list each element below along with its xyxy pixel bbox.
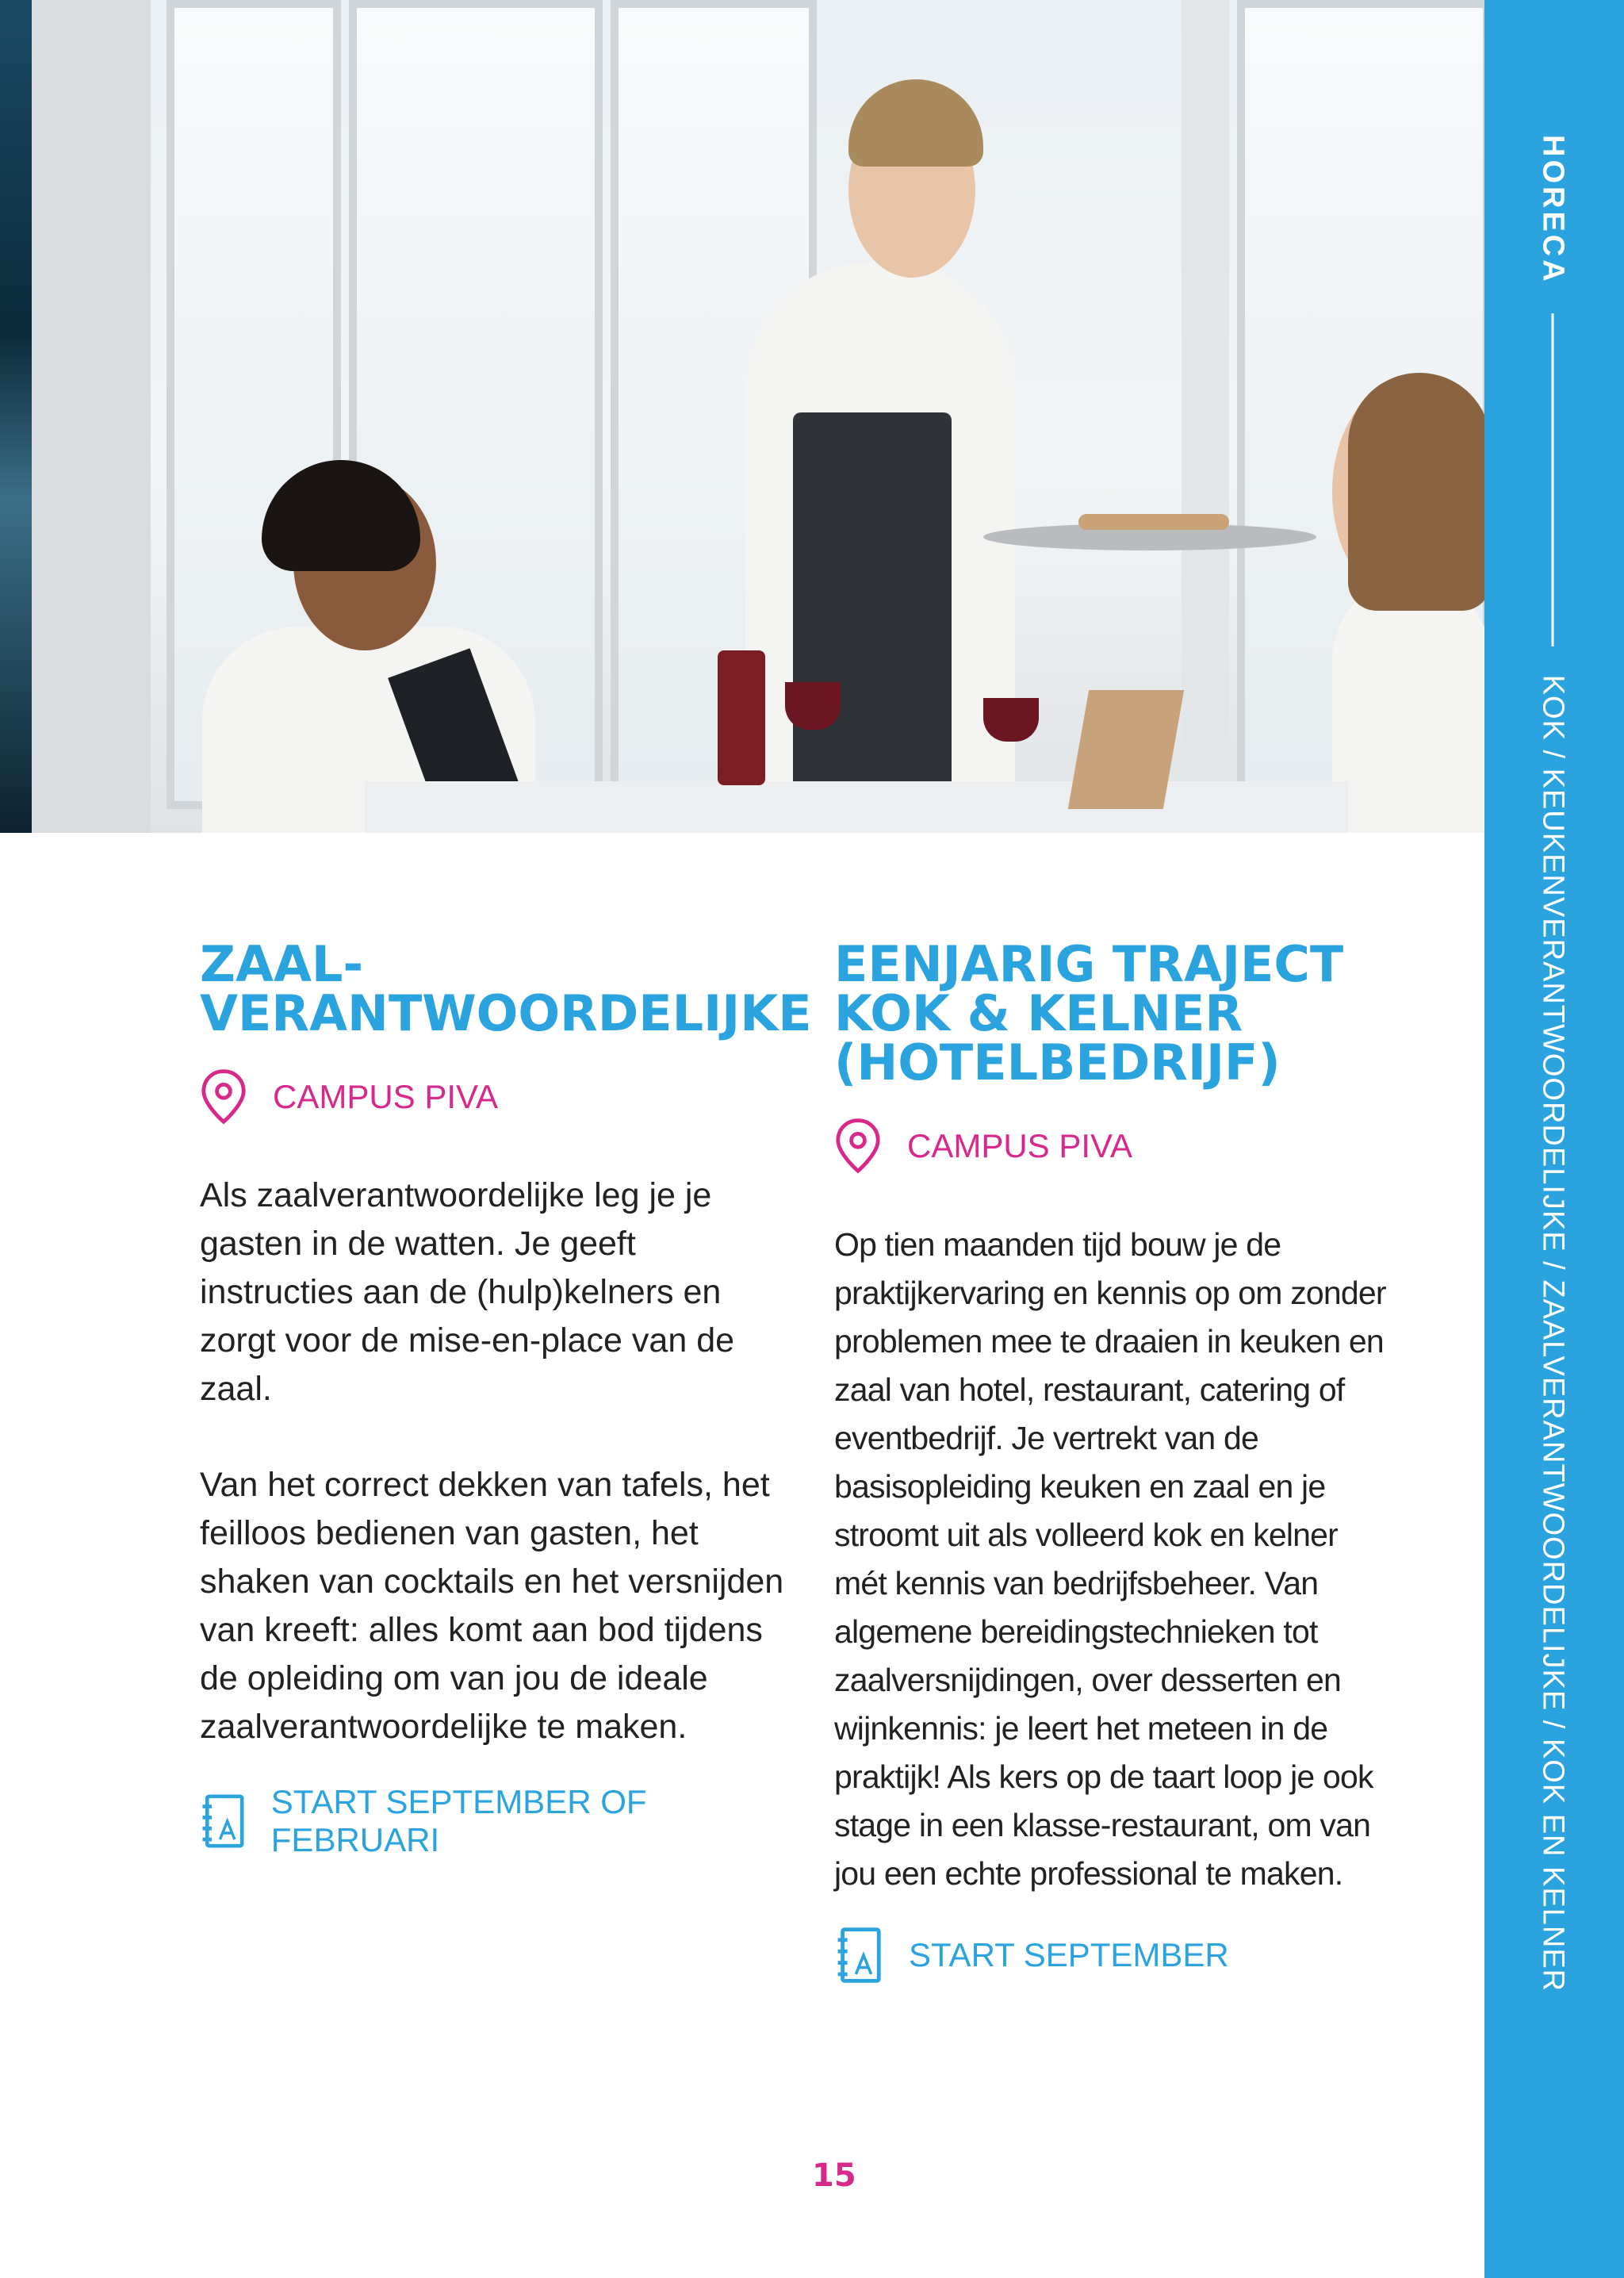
paragraph: Op tien maanden tijd bouw je de praktijkervaring en kennis op om zonder problemen mee te draaien in keuken en zaal van hotel, restaurant, catering of eventbedrijf. Je vertrekt van de basisopleiding keuken en zaal en je stroomt uit als volleerd kok en kelner mét kennis van bedrijfsbeheer. Van algemene bereidingstechnieken tot zaalversnijdingen, over desserten en wijnkennis: je leert het meteen in de praktijk! Als kers op de taart loop je ook stage in een klasse-restaurant, om van jou een echte professional te maken. xyxy=(834,1226,1386,1892)
start-row xyxy=(834,1927,1389,1984)
wine-glass xyxy=(983,698,1039,742)
location-label: CAMPUS PIVA xyxy=(273,1078,498,1115)
program-description xyxy=(834,1221,1389,1898)
program-title-line: EENJARIG TRAJECT xyxy=(834,935,1344,993)
program-description xyxy=(200,1172,787,1751)
program-title-line: (HOTELBEDRIJF) xyxy=(834,1034,1281,1091)
start-label: START SEPTEMBER OF FEBRUARI xyxy=(270,1783,647,1858)
map-pin-icon xyxy=(834,1118,882,1175)
photo-edge-decoration xyxy=(0,0,32,833)
program-title-line: KOK & KELNER xyxy=(834,984,1243,1042)
wine-glass xyxy=(785,682,841,730)
agenda-book-icon xyxy=(834,1927,883,1984)
photo-pillar xyxy=(32,0,151,833)
photo-pillar xyxy=(1182,0,1229,833)
paragraph: Van het correct dekken van tafels, het feilloos bedienen van gasten, het shaken van cocktails en het versnijden van kreeft: alles komt aan bod tijdens de opleiding om van jou de ideale zaalverantwoordelijke te maken. xyxy=(200,1466,784,1746)
program-title xyxy=(200,935,812,1042)
program-kok-kelner xyxy=(834,935,1389,1984)
paragraph: Als zaalverantwoordelijke leg je je gasten in de watten. Je geeft instructies aan de (hulp)kelners en zorgt voor de mise-en-place van de zaal. xyxy=(200,1176,735,1408)
map-pin-icon xyxy=(200,1068,247,1126)
sidebar-label xyxy=(1536,135,1570,1992)
location-row xyxy=(200,1068,787,1126)
program-zaalverantwoordelijke xyxy=(200,935,812,1859)
sidebar-category: HORECA xyxy=(1536,135,1570,285)
program-title-line: VERANTWOORDELIJKE xyxy=(200,984,812,1042)
page-number: 15 xyxy=(812,2157,856,2194)
sidebar-divider xyxy=(1552,313,1554,646)
start-row xyxy=(200,1783,787,1859)
start-label: START SEPTEMBER xyxy=(909,1936,1229,1973)
hero-photo xyxy=(0,0,1484,833)
wine-bottle xyxy=(718,650,765,785)
program-title-line: ZAAL- xyxy=(200,935,364,993)
agenda-book-icon xyxy=(200,1793,246,1850)
program-title xyxy=(834,935,1389,1091)
sidebar-programs: KOK / KEUKENVERANTWOORDELIJKE / ZAALVERANTWOORDELIJKE / KOK EN KELNER xyxy=(1536,674,1570,1992)
dining-table xyxy=(365,781,1348,833)
location-row xyxy=(834,1118,1389,1175)
location-label: CAMPUS PIVA xyxy=(907,1127,1132,1164)
